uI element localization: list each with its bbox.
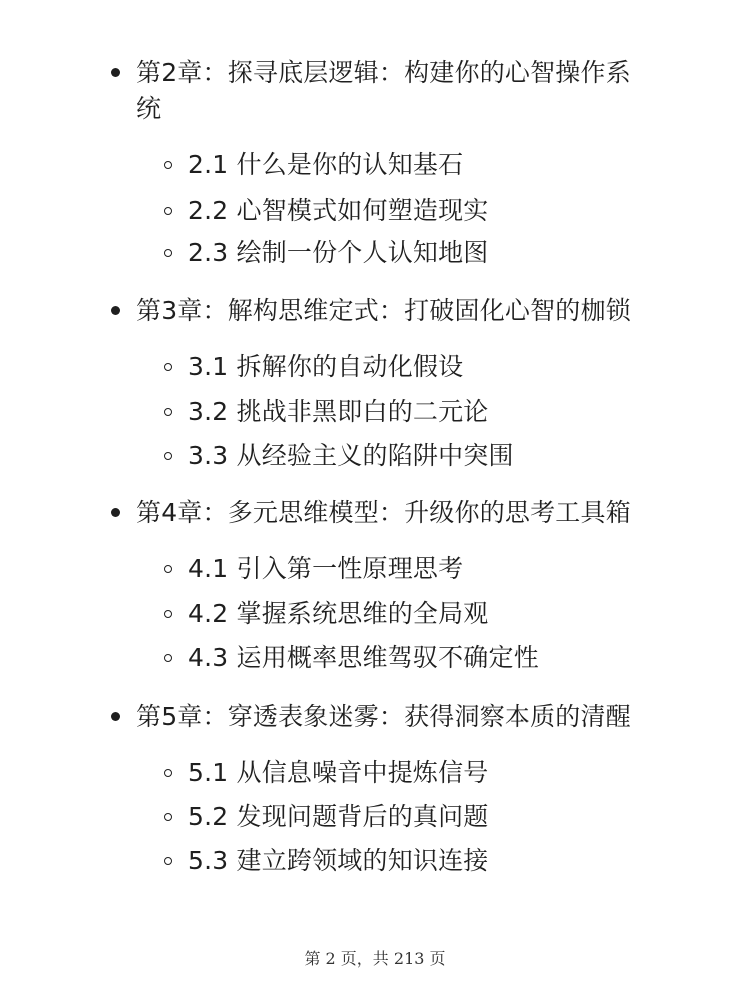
chapter-title: 第4章：多元思维模型：升级你的思考工具箱	[136, 498, 631, 527]
chapter-bullet	[111, 712, 120, 721]
section-bullet	[164, 857, 172, 865]
section-bullet	[164, 249, 172, 257]
section-title: 2.1 什么是你的认知基石	[188, 150, 464, 179]
section-bullet	[164, 565, 172, 573]
section-title: 2.2 心智模式如何塑造现实	[188, 196, 489, 225]
section-bullet	[164, 610, 172, 618]
chapter-title-continued: 统	[136, 94, 162, 123]
section-title: 3.1 拆解你的自动化假设	[188, 352, 464, 381]
section-title: 4.3 运用概率思维驾驭不确定性	[188, 643, 539, 672]
section-bullet	[164, 769, 172, 777]
chapter-bullet	[111, 306, 120, 315]
section-title: 5.3 建立跨领域的知识连接	[188, 846, 489, 875]
chapter-title: 第3章：解构思维定式：打破固化心智的枷锁	[136, 296, 631, 325]
section-title: 5.2 发现问题背后的真问题	[188, 802, 489, 831]
section-bullet	[164, 654, 172, 662]
section-item	[0, 639, 750, 679]
section-title: 3.3 从经验主义的陷阱中突围	[188, 441, 514, 470]
chapter-bullet	[111, 68, 120, 77]
section-item	[0, 437, 750, 477]
section-item	[0, 550, 750, 590]
section-item	[0, 234, 750, 274]
section-item	[0, 146, 750, 186]
section-item	[0, 595, 750, 635]
section-bullet	[164, 161, 172, 169]
section-item	[0, 393, 750, 433]
section-item	[0, 192, 750, 232]
section-item	[0, 754, 750, 794]
section-title: 4.2 掌握系统思维的全局观	[188, 599, 489, 628]
section-bullet	[164, 408, 172, 416]
chapter-bullet	[111, 508, 120, 517]
chapter-title: 第5章：穿透表象迷雾：获得洞察本质的清醒	[136, 702, 631, 731]
chapter-title: 第2章：探寻底层逻辑：构建你的心智操作系	[136, 58, 631, 87]
section-bullet	[164, 452, 172, 460]
page-number-footer: 第 2 页，共 213 页	[304, 949, 446, 968]
section-item	[0, 348, 750, 388]
section-item	[0, 798, 750, 838]
section-title: 2.3 绘制一份个人认知地图	[188, 238, 489, 267]
section-title: 5.1 从信息噪音中提炼信号	[188, 758, 489, 787]
section-item	[0, 842, 750, 882]
section-bullet	[164, 363, 172, 371]
section-title: 4.1 引入第一性原理思考	[188, 554, 464, 583]
section-bullet	[164, 207, 172, 215]
section-bullet	[164, 813, 172, 821]
section-title: 3.2 挑战非黑即白的二元论	[188, 397, 489, 426]
